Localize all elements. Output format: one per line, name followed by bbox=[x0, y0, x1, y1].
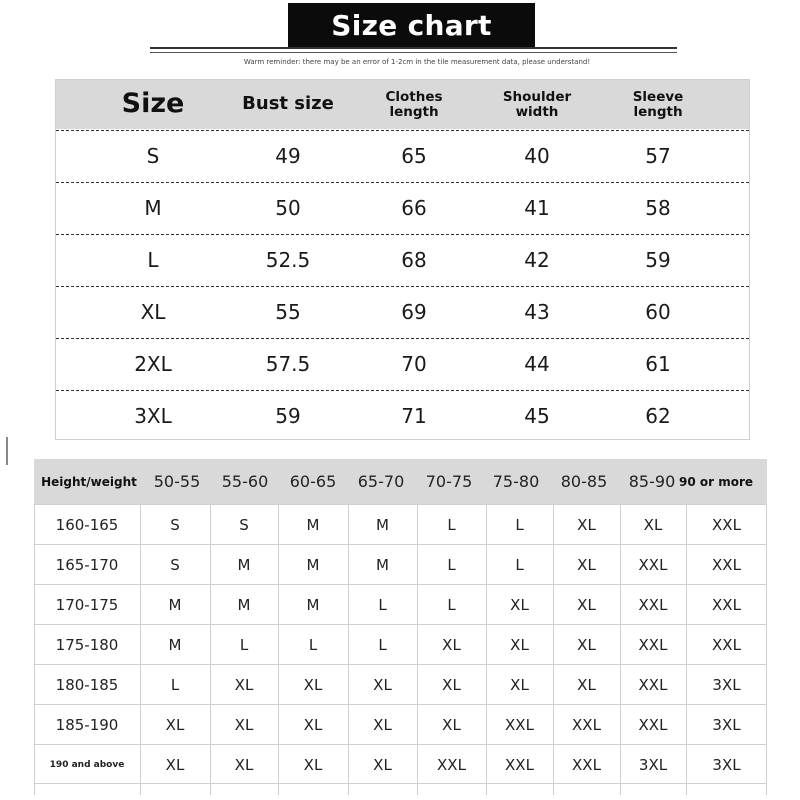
size-row bbox=[56, 234, 749, 286]
recommended-size-cell: XL bbox=[442, 636, 461, 654]
height-range-label: 180-185 bbox=[55, 676, 119, 694]
recommended-size-cell: XXL bbox=[712, 516, 741, 534]
size-cell: 57 bbox=[645, 144, 671, 168]
recommended-size-cell: XXL bbox=[638, 716, 668, 734]
page-title: Size chart bbox=[288, 3, 535, 48]
size-row bbox=[56, 338, 749, 390]
recommended-size-cell: XXL bbox=[638, 636, 668, 654]
recommended-size-cell: M bbox=[168, 596, 182, 614]
height-range-label: 160-165 bbox=[55, 516, 119, 534]
size-cell: 65 bbox=[401, 144, 427, 168]
recommended-size-cell: XL bbox=[442, 676, 461, 694]
recommended-size-cell: L bbox=[378, 636, 387, 654]
size-cell: 45 bbox=[524, 404, 550, 428]
recommended-size-cell: XXL bbox=[638, 556, 668, 574]
recommended-size-cell: M bbox=[376, 516, 389, 534]
size-cell: 59 bbox=[645, 248, 671, 272]
recommended-size-cell: 3XL bbox=[638, 756, 668, 774]
recommended-size-cell: XL bbox=[510, 636, 529, 654]
size-cell: XL bbox=[140, 300, 166, 324]
recommended-size-cell: L bbox=[515, 556, 524, 574]
recommended-size-cell: L bbox=[447, 516, 456, 534]
recommended-size-cell: L bbox=[239, 636, 249, 654]
recommended-size-cell: XXL bbox=[505, 716, 534, 734]
recommended-size-cell: XL bbox=[373, 676, 392, 694]
recommended-size-cell: S bbox=[170, 516, 180, 534]
size-cell: 49 bbox=[275, 144, 301, 168]
height-weight-header bbox=[34, 459, 767, 504]
recommended-size-cell: M bbox=[306, 596, 320, 614]
weight-range-header: 90 or more bbox=[678, 474, 754, 489]
recommended-size-cell: XXL bbox=[638, 596, 668, 614]
recommended-size-cell: XXL bbox=[572, 716, 601, 734]
recommended-size-cell: XL bbox=[577, 596, 596, 614]
size-cell: 55 bbox=[275, 300, 301, 324]
size-cell: 2XL bbox=[134, 352, 172, 376]
weight-range-header: 55-60 bbox=[221, 472, 269, 491]
size-cell: 40 bbox=[524, 144, 550, 168]
weight-range-header: 85-90 bbox=[628, 472, 676, 491]
height-range-label: 185-190 bbox=[55, 716, 119, 734]
height-range-label: 190 and above bbox=[49, 760, 125, 770]
size-cell: 66 bbox=[401, 196, 427, 220]
size-cell: 43 bbox=[524, 300, 550, 324]
recommended-size-cell: XXL bbox=[712, 636, 741, 654]
recommended-size-cell: L bbox=[447, 556, 456, 574]
weight-range-header: 65-70 bbox=[357, 472, 405, 491]
recommended-size-cell: M bbox=[306, 556, 320, 574]
recommended-size-cell: L bbox=[170, 676, 180, 694]
height-range-label: 165-170 bbox=[55, 556, 119, 574]
recommended-size-cell: XL bbox=[303, 676, 323, 694]
recommended-size-cell: M bbox=[237, 556, 251, 574]
recommended-size-cell: L bbox=[447, 596, 456, 614]
size-row bbox=[56, 130, 749, 182]
size-measurement-table bbox=[55, 79, 750, 440]
height-range-label: 170-175 bbox=[55, 596, 119, 614]
size-cell: L bbox=[147, 248, 159, 272]
size-cell: 57.5 bbox=[265, 352, 311, 376]
recommended-size-cell: M bbox=[306, 516, 320, 534]
recommended-size-cell: XL bbox=[442, 716, 461, 734]
header-sleeve-length: Sleeve length bbox=[632, 89, 684, 120]
recommended-size-cell: XL bbox=[303, 756, 323, 774]
size-row bbox=[56, 286, 749, 338]
recommended-size-cell: XL bbox=[577, 676, 596, 694]
recommended-size-cell: XL bbox=[303, 716, 323, 734]
size-cell: S bbox=[146, 144, 160, 168]
recommended-size-cell: XL bbox=[510, 596, 529, 614]
title-underline-thin bbox=[150, 52, 677, 53]
size-cell: 52.5 bbox=[265, 248, 311, 272]
size-cell: 58 bbox=[645, 196, 671, 220]
size-cell: 62 bbox=[645, 404, 671, 428]
size-cell: 59 bbox=[275, 404, 301, 428]
header-size: Size bbox=[121, 88, 185, 120]
recommended-size-cell: XXL bbox=[638, 676, 668, 694]
weight-range-header: 80-85 bbox=[560, 472, 608, 491]
weight-range-header: 60-65 bbox=[289, 472, 337, 491]
recommended-size-cell: XL bbox=[373, 716, 392, 734]
recommended-size-cell: S bbox=[239, 516, 249, 534]
size-cell: 69 bbox=[401, 300, 427, 324]
size-row bbox=[56, 182, 749, 234]
size-cell: 71 bbox=[401, 404, 427, 428]
size-cell: 41 bbox=[524, 196, 550, 220]
recommended-size-cell: L bbox=[378, 596, 387, 614]
recommended-size-cell: M bbox=[376, 556, 389, 574]
weight-range-header: 70-75 bbox=[425, 472, 473, 491]
recommended-size-cell: XL bbox=[373, 756, 392, 774]
height-weight-corner-label: Height/weight bbox=[41, 474, 137, 489]
size-cell: 44 bbox=[524, 352, 550, 376]
title-underline bbox=[150, 47, 677, 49]
recommended-size-cell: L bbox=[308, 636, 318, 654]
recommended-size-cell: S bbox=[170, 556, 180, 574]
recommended-size-cell: XL bbox=[577, 636, 596, 654]
recommended-size-cell: 3XL bbox=[712, 716, 741, 734]
header-clothes-length: Clothes length bbox=[385, 89, 443, 120]
recommended-size-cell: XL bbox=[577, 516, 596, 534]
recommended-size-cell: XXL bbox=[712, 556, 741, 574]
size-cell: 50 bbox=[275, 196, 301, 220]
recommended-size-cell: 3XL bbox=[712, 756, 741, 774]
recommended-size-cell: XL bbox=[577, 556, 596, 574]
recommended-size-cell: XXL bbox=[505, 756, 534, 774]
size-cell: 68 bbox=[401, 248, 427, 272]
recommended-size-cell: XL bbox=[165, 756, 185, 774]
recommended-size-cell: M bbox=[168, 636, 182, 654]
size-row bbox=[56, 390, 749, 442]
size-cell: 61 bbox=[645, 352, 671, 376]
recommended-size-cell: 3XL bbox=[712, 676, 741, 694]
recommended-size-cell: XXL bbox=[437, 756, 466, 774]
recommended-size-cell: L bbox=[515, 516, 524, 534]
recommended-size-cell: XL bbox=[643, 516, 663, 534]
size-cell: 42 bbox=[524, 248, 550, 272]
header-shoulder-width: Shoulder width bbox=[502, 89, 572, 120]
recommended-size-cell: XL bbox=[234, 676, 254, 694]
recommended-size-cell: XL bbox=[234, 756, 254, 774]
size-cell: 3XL bbox=[134, 404, 172, 428]
recommended-size-cell: M bbox=[237, 596, 251, 614]
size-cell: M bbox=[144, 196, 162, 220]
warm-reminder: Warm reminder: there may be an error of 1-2cm in the tile measurement data, please understand! bbox=[243, 58, 591, 66]
size-cell: 70 bbox=[401, 352, 427, 376]
side-mark bbox=[6, 437, 8, 465]
height-range-label: 175-180 bbox=[55, 636, 119, 654]
recommended-size-cell: XL bbox=[234, 716, 254, 734]
recommended-size-cell: XL bbox=[510, 676, 529, 694]
recommended-size-cell: XXL bbox=[712, 596, 741, 614]
size-cell: 60 bbox=[645, 300, 671, 324]
height-weight-table bbox=[34, 459, 767, 795]
weight-range-header: 50-55 bbox=[153, 472, 201, 491]
size-table-header bbox=[56, 80, 749, 129]
header-bust-size: Bust size bbox=[242, 93, 334, 115]
weight-range-header: 75-80 bbox=[492, 472, 540, 491]
recommended-size-cell: XXL bbox=[572, 756, 601, 774]
recommended-size-cell: XL bbox=[165, 716, 185, 734]
